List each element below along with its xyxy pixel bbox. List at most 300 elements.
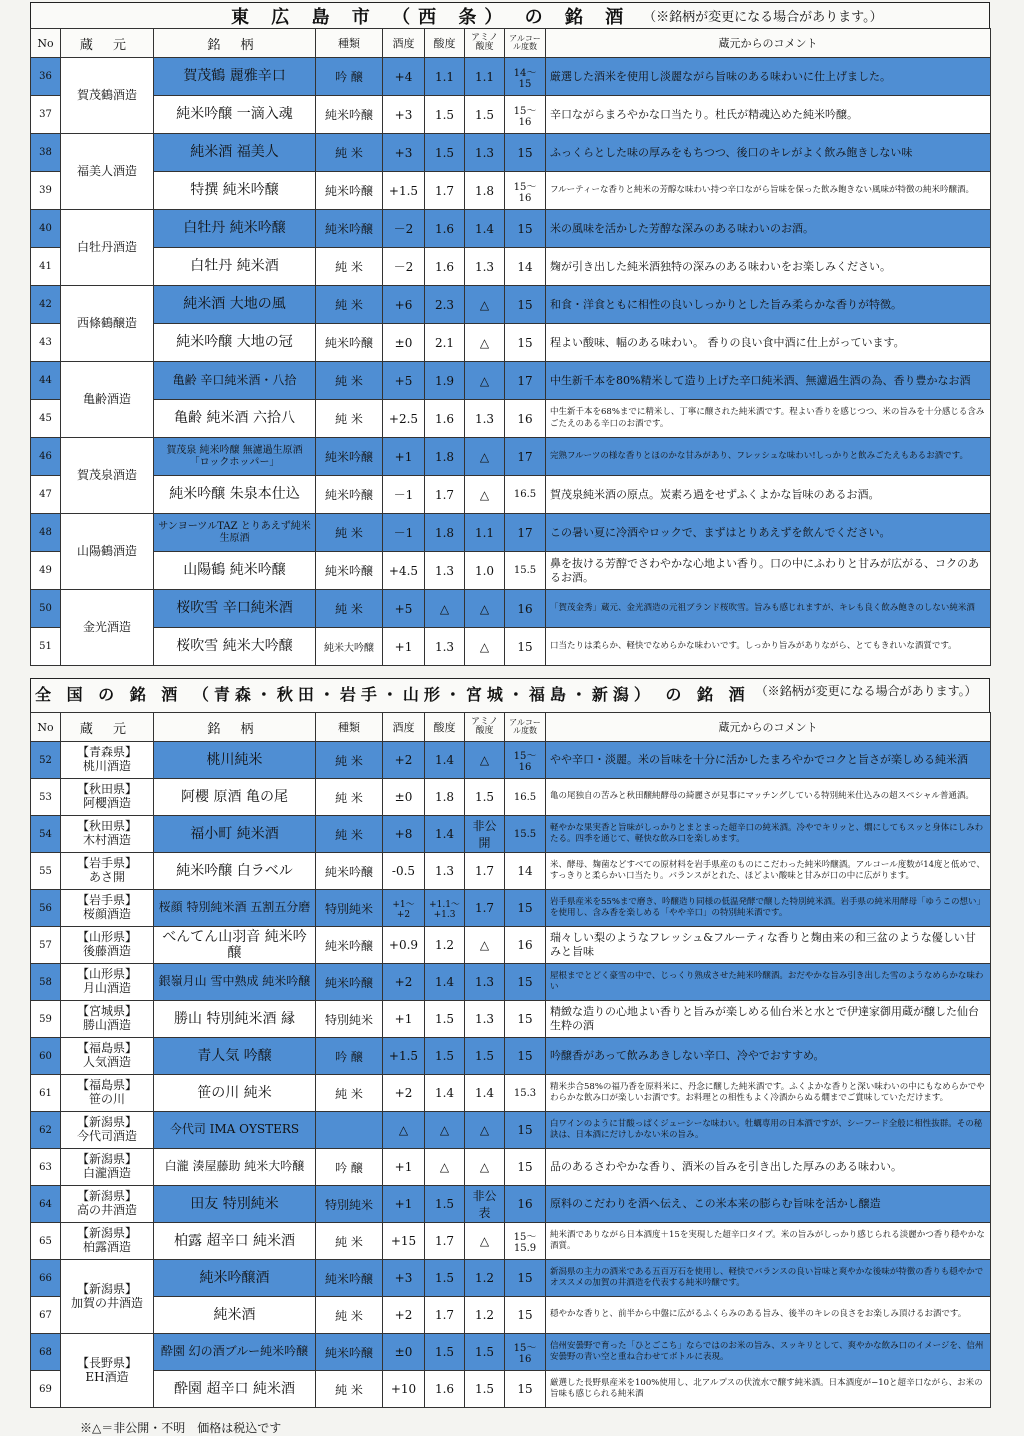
brewer-comment: 和食・洋食ともに相性の良いしっかりとした旨み柔らかな香りが特徴。: [546, 286, 991, 324]
acidity: 1.8: [425, 779, 465, 816]
sake-degree: +0.9: [383, 927, 425, 964]
acidity: 1.4: [425, 742, 465, 779]
acidity: 1.4: [425, 816, 465, 853]
row-number: 43: [31, 324, 61, 362]
sake-degree: +3: [383, 96, 425, 134]
brand-name: 柏露 超辛口 純米酒: [154, 1223, 316, 1260]
row-number: 61: [31, 1075, 61, 1112]
table-row: [31, 1038, 991, 1075]
brand-name: 白瀧 湊屋藤助 純米大吟醸: [154, 1149, 316, 1186]
brewery-name: 加賀の井酒造: [70, 1295, 143, 1310]
sake-degree: +1.5: [383, 1038, 425, 1075]
table-row: [31, 590, 991, 628]
alcohol: 16: [505, 1186, 546, 1223]
row-number: 66: [31, 1260, 61, 1297]
brewer-comment: 辛口ながらまろやかな口当たり。杜氏が精魂込めた純米吟醸。: [546, 96, 991, 134]
amino-acidity: 1.4: [465, 1075, 505, 1112]
brewer-comment: 程よい酸味、幅のある味わい。 香りの良い食中酒に仕上がっています。: [546, 324, 991, 362]
sake-type: 吟 醸: [316, 58, 383, 96]
table-row: [31, 286, 991, 324]
row-number: 53: [31, 779, 61, 816]
alcohol: 15: [505, 210, 546, 248]
acidity: 1.7: [425, 1297, 465, 1334]
row-number: 37: [31, 96, 61, 134]
brewery-name: 高の井酒造: [76, 1203, 137, 1217]
sake-degree: +5: [383, 590, 425, 628]
row-number: 67: [31, 1297, 61, 1334]
row-number: 62: [31, 1112, 61, 1149]
brand-name: 純米酒 福美人: [154, 134, 316, 172]
brewer-comment: 中生新千本を80%精米して造り上げた辛口純米酒、無濾過生酒の為、香り豊かなお酒: [546, 362, 991, 400]
brand-name: 白牡丹 純米酒: [154, 248, 316, 286]
row-number: 52: [31, 742, 61, 779]
acidity: 1.5: [425, 1038, 465, 1075]
prefecture-label: 【福島県】: [76, 1078, 137, 1093]
amino-acidity: △: [465, 927, 505, 964]
brand-name: 純米吟醸酒: [154, 1260, 316, 1297]
amino-acidity: 1.1: [465, 514, 505, 552]
brand-name: 特撰 純米吟醸: [154, 172, 316, 210]
acidity: 1.4: [425, 1075, 465, 1112]
brewer-comment: 吟醸香があって飲みあきしない辛口、冷やでおすすめ。: [546, 1038, 991, 1075]
sake-degree: -0.5: [383, 853, 425, 890]
acidity: 1.3: [425, 628, 465, 666]
acidity: 1.8: [425, 514, 465, 552]
alcohol: 15: [505, 1371, 546, 1408]
sake-degree: +1: [383, 1001, 425, 1038]
sake-type: 純 米: [316, 590, 383, 628]
brewery-name: 金光酒造: [61, 590, 154, 666]
alcohol: 15～16: [505, 96, 546, 134]
brewery-name: 人気酒造: [82, 1055, 131, 1069]
sake-degree: +4.5: [383, 552, 425, 590]
row-number: 39: [31, 172, 61, 210]
brewer-comment: 瑞々しい梨のようなフレッシュ&フルーティな香りと麹由来の和三盆のような優しい甘みと旨味: [546, 927, 991, 964]
sake-type: 純 米: [316, 1223, 383, 1260]
brewer-comment: 米の風味を活かした芳醇な深みのある味わいのお酒。: [546, 210, 991, 248]
row-number: 65: [31, 1223, 61, 1260]
sake-degree: △: [383, 1112, 425, 1149]
section2-title-bar: [30, 678, 990, 712]
section1-title-bar: [30, 2, 990, 28]
brewer-comment: 穏やかな香りと、前半から中盤に広がるふくらみのある旨み、後半のキレの良さをお楽しみ頂けるお酒です。: [546, 1297, 991, 1334]
brewery-name: EH酒造: [85, 1369, 129, 1384]
table-row: [31, 400, 991, 438]
header-comment: 蔵元からのコメント: [546, 713, 991, 742]
acidity: 1.5: [425, 96, 465, 134]
brewer-comment: 賀茂泉純米酒の原点。炭素ろ過をせずふくよかな旨味のあるお酒。: [546, 476, 991, 514]
brand-name: 純米吟醸 朱泉本仕込: [154, 476, 316, 514]
acidity: 1.2: [425, 927, 465, 964]
alcohol: 15: [505, 964, 546, 1001]
brewer-comment: 完熟フルーツの様な香りとほのかな甘みがあり、フレッシュな味わい!しっかりと飲みごたえもあるお酒です。: [546, 438, 991, 476]
header-kura: 蔵 元: [61, 29, 154, 58]
alcohol: 15: [505, 1297, 546, 1334]
prefecture-label: 【秋田県】: [76, 819, 137, 834]
section1-note: （※銘柄が変更になる場合があります。）: [643, 10, 883, 25]
row-number: 36: [31, 58, 61, 96]
sake-degree: +1: [383, 1186, 425, 1223]
brewer-comment: 軽やかな果実香と旨味がしっかりとまとまった超辛口の純米酒。冷やでキリッと、燗にしてもスッと身体にしみわたる。四季を通じて、軽快な飲み口を楽しめます。: [546, 816, 991, 853]
brand-name: 銀嶺月山 雪中熟成 純米吟醸: [154, 964, 316, 1001]
row-number: 44: [31, 362, 61, 400]
sake-type: 純米吟醸: [316, 324, 383, 362]
brand-name: 桜顔 特別純米酒 五割五分磨: [154, 890, 316, 927]
amino-acidity: △: [465, 324, 505, 362]
sake-degree: +2.5: [383, 400, 425, 438]
section1-table-wrap: [30, 28, 990, 666]
alcohol: 15.5: [505, 552, 546, 590]
sake-type: 純 米: [316, 514, 383, 552]
prefecture-label: 【山形県】: [76, 967, 137, 982]
row-number: 38: [31, 134, 61, 172]
brewery-cell: [61, 964, 154, 1001]
acidity: 2.1: [425, 324, 465, 362]
sake-type: 純米吟醸: [316, 438, 383, 476]
alcohol: 15: [505, 890, 546, 927]
alcohol: 15.5: [505, 816, 546, 853]
alcohol: 15: [505, 134, 546, 172]
table-row: [31, 853, 991, 890]
sake-degree: +6: [383, 286, 425, 324]
brewer-comment: 口当たりは柔らか、軽快でなめらかな味わいです。しっかり旨みがありながら、とてもきれいな酒質です。: [546, 628, 991, 666]
table-row: [31, 1186, 991, 1223]
brewer-comment: 岩手県産米を55%まで磨き、吟醸造り同様の低温発酵で醸した特別純米酒。岩手県の純米用酵母「ゆうこの想い」を使用し、含み香を楽しめる「やや辛口」の特別純米酒です。: [546, 890, 991, 927]
table-row: [31, 1149, 991, 1186]
acidity: 1.5: [425, 1260, 465, 1297]
brand-name: 純米吟醸 大地の冠: [154, 324, 316, 362]
row-number: 42: [31, 286, 61, 324]
sake-type: 純米吟醸: [316, 927, 383, 964]
acidity: 1.6: [425, 210, 465, 248]
sake-type: 純 米: [316, 1297, 383, 1334]
sake-degree: －2: [383, 210, 425, 248]
sake-type: 特別純米: [316, 1001, 383, 1038]
brewery-name: 西條鶴醸造: [61, 286, 154, 362]
sake-type: 純 米: [316, 779, 383, 816]
acidity: 1.3: [425, 552, 465, 590]
amino-acidity: 1.5: [465, 96, 505, 134]
alcohol: 15～16: [505, 742, 546, 779]
amino-acidity: △: [465, 1149, 505, 1186]
amino-acidity: 1.3: [465, 1001, 505, 1038]
brand-name: 純米吟醸 白ラベル: [154, 853, 316, 890]
amino-acidity: △: [465, 1223, 505, 1260]
acidity: 1.7: [425, 1223, 465, 1260]
prefecture-label: 【新潟県】: [76, 1226, 137, 1241]
alcohol: 15: [505, 1038, 546, 1075]
section2-table: [30, 712, 991, 1408]
table-row: [31, 816, 991, 853]
brewer-comment: 「賀茂金秀」蔵元、金光酒造の元祖ブランド桜吹雪。旨みも感じれますが、キレも良く飲み飽きのしない純米酒: [546, 590, 991, 628]
sake-degree: －2: [383, 248, 425, 286]
alcohol: 14～15: [505, 58, 546, 96]
brewery-cell: [61, 816, 154, 853]
sake-type: 吟 醸: [316, 1149, 383, 1186]
amino-acidity: 1.8: [465, 172, 505, 210]
sake-type: 純米吟醸: [316, 210, 383, 248]
brewer-comment: 鼻を抜ける芳醇でさわやかな心地よい香り。口の中にふわりと甘みが広がる、コクのあるお酒。: [546, 552, 991, 590]
sake-degree: +8: [383, 816, 425, 853]
header-comment: 蔵元からのコメント: [546, 29, 991, 58]
row-number: 41: [31, 248, 61, 286]
brand-name: 山陽鶴 純米吟醸: [154, 552, 316, 590]
alcohol: 15～16: [505, 172, 546, 210]
brewery-name: 福美人酒造: [61, 134, 154, 210]
brewery-cell: [61, 853, 154, 890]
table-row: [31, 1260, 991, 1297]
table-row: [31, 1223, 991, 1260]
brewery-cell: [61, 1038, 154, 1075]
brewery-name: 山陽鶴酒造: [61, 514, 154, 590]
prefecture-label: 【新潟県】: [76, 1115, 137, 1130]
amino-acidity: 1.3: [465, 964, 505, 1001]
prefecture-label: 【福島県】: [76, 1041, 137, 1056]
sake-type: 特別純米: [316, 890, 383, 927]
brewery-cell: [61, 1149, 154, 1186]
sake-type: 純米吟醸: [316, 1334, 383, 1371]
sake-type: 純米大吟醸: [316, 628, 383, 666]
acidity: 1.9: [425, 362, 465, 400]
brewer-comment: ふっくらとした味の厚みをもちつつ、後口のキレがよく飲み飽きしない味: [546, 134, 991, 172]
amino-acidity: 1.7: [465, 890, 505, 927]
brand-name: 阿櫻 原酒 亀の尾: [154, 779, 316, 816]
sake-type: 特別純米: [316, 1186, 383, 1223]
acidity: +1.1～+1.3: [425, 890, 465, 927]
header-kind: 種類: [316, 713, 383, 742]
table-row: [31, 476, 991, 514]
row-number: 64: [31, 1186, 61, 1223]
acidity: 1.6: [425, 400, 465, 438]
sake-degree: +4: [383, 58, 425, 96]
section1-title: 東 広 島 市 （西 条） の 銘 酒: [231, 6, 632, 28]
brand-name: べんてん山羽音 純米吟醸: [154, 927, 316, 964]
header-brand: 銘 柄: [154, 713, 316, 742]
alcohol: 15: [505, 286, 546, 324]
sake-type: 純米吟醸: [316, 96, 383, 134]
row-number: 45: [31, 400, 61, 438]
prefecture-label: 【山形県】: [76, 930, 137, 945]
brewery-cell: [61, 1334, 154, 1408]
sake-type: [316, 1112, 383, 1149]
acidity: 1.6: [425, 1371, 465, 1408]
prefecture-label: 【新潟県】: [76, 1152, 137, 1167]
row-number: 47: [31, 476, 61, 514]
acidity: △: [425, 1149, 465, 1186]
row-number: 40: [31, 210, 61, 248]
alcohol: 16: [505, 590, 546, 628]
table-row: [31, 210, 991, 248]
table-row: [31, 628, 991, 666]
acidity: 1.5: [425, 134, 465, 172]
brewery-name: 桃川酒造: [82, 759, 131, 773]
brewery-cell: [61, 890, 154, 927]
alcohol: 15～16: [505, 1334, 546, 1371]
sake-type: 純米吟醸: [316, 1260, 383, 1297]
brewer-comment: この暑い夏に冷酒やロックで、まずはとりあえずを飲んでください。: [546, 514, 991, 552]
amino-acidity: 非公開: [465, 816, 505, 853]
header-acid: 酸度: [425, 29, 465, 58]
header-no: No: [31, 713, 61, 742]
table-row: [31, 1112, 991, 1149]
table-row: [31, 964, 991, 1001]
sake-degree: ±0: [383, 324, 425, 362]
prefecture-label: 【岩手県】: [76, 856, 137, 871]
sake-type: 純米吟醸: [316, 172, 383, 210]
brand-name: 白牡丹 純米吟醸: [154, 210, 316, 248]
amino-acidity: △: [465, 438, 505, 476]
header-brand: 銘 柄: [154, 29, 316, 58]
table-row: [31, 96, 991, 134]
table-row: [31, 927, 991, 964]
sake-type: 純 米: [316, 248, 383, 286]
brewery-cell: [61, 1112, 154, 1149]
alcohol: 16.5: [505, 779, 546, 816]
row-number: 51: [31, 628, 61, 666]
brewery-name: 白瀧酒造: [82, 1166, 131, 1180]
table-row: [31, 1371, 991, 1408]
brewer-comment: 白ワインのように甘酸っぱくジューシーな味わい。牡蠣専用の日本酒ですが、シーフード全般に相性抜群。その秘訣は、日本酒にだけしかない米の旨み。: [546, 1112, 991, 1149]
sake-type: 純 米: [316, 816, 383, 853]
brewer-comment: フルーティーな香りと純米の芳醇な味わい持つ辛口ながら旨味を保った飲み飽きない風味が特徴の純米吟醸酒。: [546, 172, 991, 210]
alcohol: 15: [505, 1149, 546, 1186]
amino-acidity: 1.1: [465, 58, 505, 96]
brewery-cell: [61, 1001, 154, 1038]
sake-degree: +10: [383, 1371, 425, 1408]
table-row: [31, 890, 991, 927]
acidity: 1.5: [425, 1001, 465, 1038]
brand-name: 酔園 幻の酒ブルー純米吟醸: [154, 1334, 316, 1371]
brand-name: 純米吟醸 一滴入魂: [154, 96, 316, 134]
sake-degree: +1.5: [383, 172, 425, 210]
alcohol: 14: [505, 853, 546, 890]
row-number: 63: [31, 1149, 61, 1186]
alcohol: 15: [505, 628, 546, 666]
amino-acidity: 1.5: [465, 1038, 505, 1075]
amino-acidity: 1.5: [465, 1371, 505, 1408]
brewer-comment: 麹が引き出した純米酒独特の深みのある味わいをお楽しみください。: [546, 248, 991, 286]
alcohol: 15.3: [505, 1075, 546, 1112]
amino-acidity: 1.3: [465, 248, 505, 286]
brewer-comment: 新潟県の主力の酒米である五百万石を使用し、軽快でバランスの良い旨味と爽やかな後味が特徴の香りも穏やかでオススメの加賀の井酒造を代表する純米吟醸です。: [546, 1260, 991, 1297]
brand-name: 亀齢 純米酒 六拾八: [154, 400, 316, 438]
brand-name: 勝山 特別純米酒 縁: [154, 1001, 316, 1038]
row-number: 49: [31, 552, 61, 590]
table-row: [31, 172, 991, 210]
acidity: △: [425, 1112, 465, 1149]
brewer-comment: 中生新千本を68%までに精米し、丁寧に醸された純米酒です。程よい香りを感じつつ、米の旨みを十分感じる含みごたえのある辛口のお酒です。: [546, 400, 991, 438]
acidity: 1.1: [425, 58, 465, 96]
amino-acidity: 1.3: [465, 400, 505, 438]
table-row: [31, 134, 991, 172]
alcohol: 17: [505, 514, 546, 552]
amino-acidity: 1.4: [465, 210, 505, 248]
brewery-name: あさ開: [88, 870, 125, 884]
alcohol: 15: [505, 1001, 546, 1038]
sake-type: 純 米: [316, 742, 383, 779]
alcohol: 17: [505, 438, 546, 476]
brewer-comment: 信州安曇野で育った「ひとごこち」ならではのお米の旨み、スッキリとして、爽やかな飲み口のイメージを、信州安曇野の青い空と重ね合わせてボトルに表現。: [546, 1334, 991, 1371]
brand-name: 賀茂鶴 麗雅辛口: [154, 58, 316, 96]
sake-type: 純 米: [316, 400, 383, 438]
section2-title: 全 国 の 銘 酒 （青森・秋田・岩手・山形・宮城・福島・新潟） の 銘 酒: [35, 685, 750, 704]
amino-acidity: 1.3: [465, 134, 505, 172]
sake-degree: －1: [383, 476, 425, 514]
header-acid: 酸度: [425, 713, 465, 742]
header-sake: 酒度: [383, 29, 425, 58]
sake-type: 純 米: [316, 286, 383, 324]
header-kind: 種類: [316, 29, 383, 58]
amino-acidity: △: [465, 362, 505, 400]
alcohol: 16.5: [505, 476, 546, 514]
sake-degree: +2: [383, 964, 425, 1001]
brewery-name: 今代司酒造: [76, 1129, 137, 1143]
sake-type: 純米吟醸: [316, 476, 383, 514]
header-sake: 酒度: [383, 713, 425, 742]
amino-acidity: △: [465, 628, 505, 666]
brewery-name: 後藤酒造: [82, 944, 131, 958]
brand-name: 亀齢 辛口純米酒・八拾: [154, 362, 316, 400]
brewer-comment: 亀の尾独自の苦みと秋田醸純酵母の綺麗さが見事にマッチングしている特別純米仕込みの超スペシャル普通酒。: [546, 779, 991, 816]
acidity: 1.3: [425, 853, 465, 890]
section1-table: [30, 28, 991, 666]
brewer-comment: 精緻な造りの心地よい香りと旨みが楽しめる仙台米と水とで伊達家御用蔵が醸した仙台生粋の酒: [546, 1001, 991, 1038]
amino-acidity: △: [465, 286, 505, 324]
prefecture-label: 【宮城県】: [76, 1004, 137, 1019]
brewer-comment: 精米歩合58%の福乃香を原料米に、丹念に醸した純米酒です。ふくよかな香りと深い味わいの中にもなめらかでやわらかな飲み口が楽しいお酒です。お料理との相性もよく冷酒からぬる燗までご賞味していただけます。: [546, 1075, 991, 1112]
acidity: △: [425, 590, 465, 628]
table-row: [31, 1001, 991, 1038]
amino-acidity: 1.5: [465, 1334, 505, 1371]
row-number: 46: [31, 438, 61, 476]
alcohol: 15～15.9: [505, 1223, 546, 1260]
brewer-comment: 純米酒でありながら日本酒度＋15を実現した超辛口タイプ。米の旨みがしっかり感じられる淡麗かつ香り穏やかな酒質。: [546, 1223, 991, 1260]
brand-name: 青人気 吟醸: [154, 1038, 316, 1075]
table-row: [31, 552, 991, 590]
table-row: [31, 362, 991, 400]
amino-acidity: △: [465, 1112, 505, 1149]
brewery-cell: [61, 1260, 154, 1334]
sake-type: 吟 醸: [316, 1038, 383, 1075]
amino-acidity: 1.2: [465, 1260, 505, 1297]
brand-name: 笹の川 純米: [154, 1075, 316, 1112]
header-alc: アルコール度数: [505, 713, 546, 742]
brewery-cell: [61, 1186, 154, 1223]
sake-type: 純 米: [316, 1075, 383, 1112]
sake-type: 純米吟醸: [316, 552, 383, 590]
alcohol: 16: [505, 927, 546, 964]
brewery-name: 白牡丹酒造: [61, 210, 154, 286]
header-amino: アミノ酸度: [465, 713, 505, 742]
sake-degree: +1: [383, 438, 425, 476]
acidity: 1.5: [425, 1186, 465, 1223]
sake-degree: ±0: [383, 779, 425, 816]
alcohol: 16: [505, 400, 546, 438]
alcohol: 15: [505, 1260, 546, 1297]
table-row: [31, 514, 991, 552]
acidity: 1.8: [425, 438, 465, 476]
table-row: [31, 438, 991, 476]
sake-degree: +2: [383, 1297, 425, 1334]
row-number: 69: [31, 1371, 61, 1408]
section2-table-wrap: [30, 712, 990, 1408]
sake-degree: ±0: [383, 1334, 425, 1371]
table-row: [31, 1297, 991, 1334]
brand-name: 賀茂泉 純米吟醸 無濾過生原酒「ロックホッパー」: [154, 438, 316, 476]
row-number: 56: [31, 890, 61, 927]
sake-degree: +3: [383, 1260, 425, 1297]
brewery-cell: [61, 1223, 154, 1260]
